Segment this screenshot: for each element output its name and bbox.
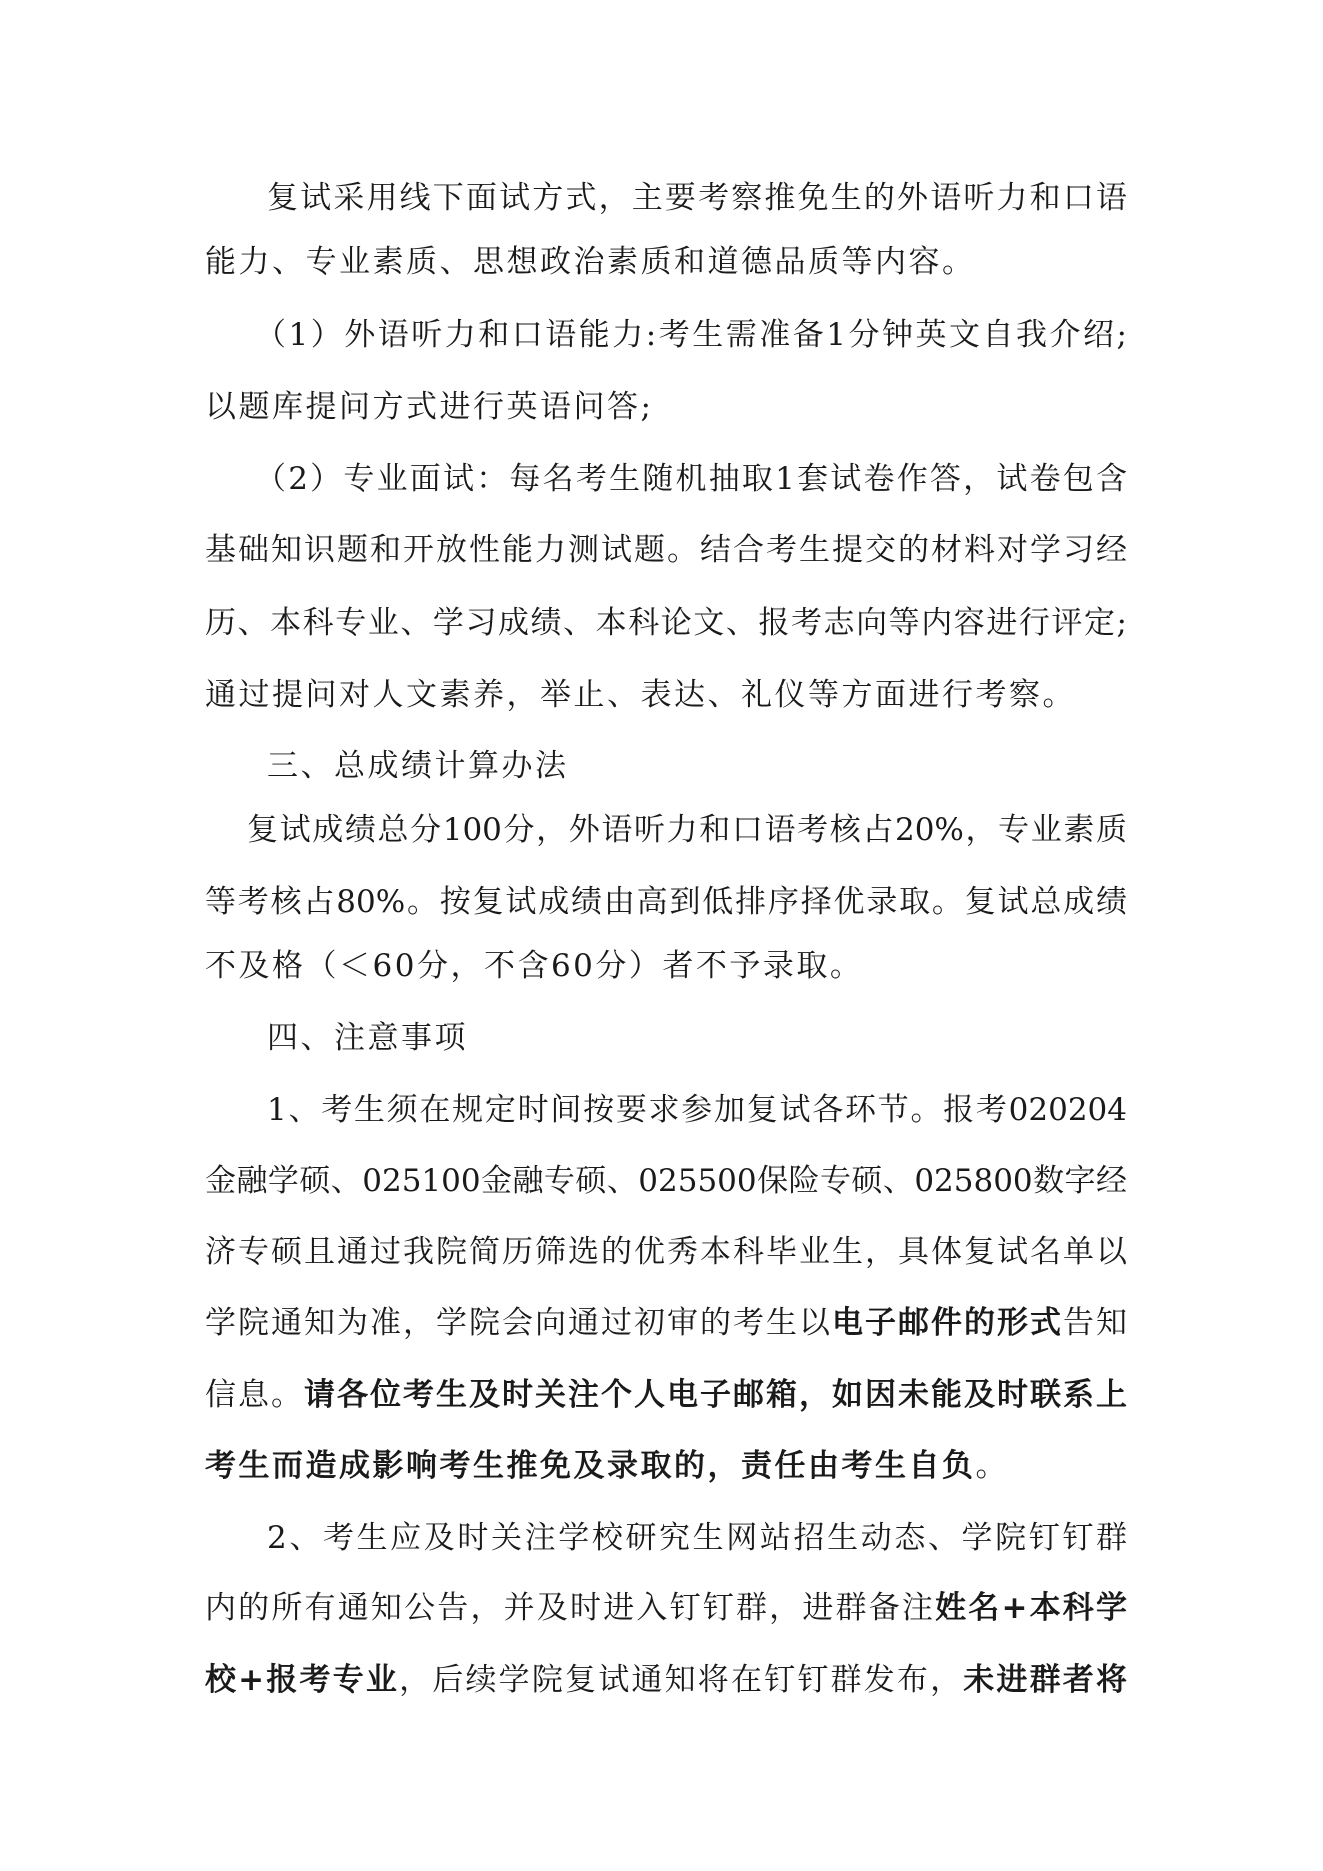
paragraph-line bbox=[205, 1161, 1127, 1201]
bold-text-run: 未进群者将 bbox=[963, 1662, 1127, 1698]
text-run: 内的所有通知公告，并及时进入钉钉群，进群备注 bbox=[205, 1590, 936, 1626]
paragraph-line bbox=[205, 1375, 1127, 1415]
text-run: 等考核占80%。按复试成绩由高到低排序择优录取。复试总成绩 bbox=[205, 884, 1127, 920]
paragraph-line bbox=[255, 315, 1127, 355]
paragraph-line bbox=[205, 387, 653, 427]
bold-text-run: 电子邮件的形式 bbox=[832, 1305, 1063, 1341]
paragraph-line bbox=[205, 1232, 1127, 1272]
paragraph-line bbox=[205, 882, 1127, 922]
text-run: 济专硕且通过我院简历筛选的优秀本科毕业生，具体复试名单以 bbox=[205, 1234, 1127, 1270]
paragraph-line bbox=[247, 810, 1127, 850]
text-run: 复试成绩总分100分，外语听力和口语考核占20%，专业素质 bbox=[247, 812, 1127, 848]
paragraph-line bbox=[267, 1090, 1127, 1130]
text-run: 复试采用线下面试方式，主要考察推免生的外语听力和口语 bbox=[267, 180, 1127, 216]
section-heading bbox=[267, 1018, 468, 1058]
paragraph-line bbox=[267, 178, 1127, 218]
paragraph-line bbox=[205, 675, 1076, 715]
text-run: 学院通知为准，学院会向通过初审的考生以 bbox=[205, 1305, 832, 1341]
bold-text-run: 姓名+本科学 bbox=[935, 1590, 1127, 1626]
text-run: 。 bbox=[975, 1448, 1009, 1484]
text-run: 能力、专业素质、思想政治素质和道德品质等内容。 bbox=[205, 244, 976, 280]
paragraph-line bbox=[255, 459, 1127, 499]
text-run: 基础知识题和开放性能力测试题。结合考生提交的材料对学习经 bbox=[205, 532, 1127, 568]
paragraph-line bbox=[205, 530, 1127, 570]
paragraph-line bbox=[205, 603, 1127, 643]
text-run: （2）专业面试：每名考生随机抽取1套试卷作答，试卷包含 bbox=[255, 461, 1127, 497]
paragraph-line bbox=[205, 242, 976, 282]
paragraph-line bbox=[205, 1303, 1127, 1343]
paragraph-line bbox=[205, 1446, 1009, 1486]
paragraph-line bbox=[205, 1588, 1127, 1628]
bold-text-run: 请各位考生及时关注个人电子邮箱，如因未能及时联系上 bbox=[304, 1377, 1127, 1413]
paragraph-line bbox=[267, 1518, 1127, 1558]
text-run: ，后续学院复试通知将在钉钉群发布， bbox=[399, 1662, 964, 1698]
text-run: 告知 bbox=[1063, 1305, 1127, 1341]
paragraph-line bbox=[205, 1660, 1127, 1700]
bold-text-run: 考生而造成影响考生推免及录取的，责任由考生自负 bbox=[205, 1448, 976, 1484]
text-run: 1、考生须在规定时间按要求参加复试各环节。报考020204 bbox=[267, 1092, 1127, 1128]
text-run: 三、总成绩计算办法 bbox=[267, 748, 569, 784]
paragraph-line bbox=[205, 946, 863, 986]
text-run: （1）外语听力和口语能力:考生需准备1分钟英文自我介绍; bbox=[255, 317, 1127, 353]
text-run: 不及格（＜60分，不含60分）者不予录取。 bbox=[205, 948, 864, 984]
text-run: 以题库提问方式进行英语问答; bbox=[205, 389, 654, 425]
text-run: 历、本科专业、学习成绩、本科论文、报考志向等内容进行评定; bbox=[205, 605, 1127, 641]
bold-text-run: 校+报考专业 bbox=[205, 1662, 400, 1698]
text-run: 四、注意事项 bbox=[267, 1020, 468, 1056]
section-heading bbox=[267, 746, 569, 786]
text-run: 2、考生应及时关注学校研究生网站招生动态、学院钉钉群 bbox=[267, 1520, 1127, 1556]
text-run: 信息。 bbox=[205, 1377, 304, 1413]
text-run: 通过提问对人文素养，举止、表达、礼仪等方面进行考察。 bbox=[205, 677, 1076, 713]
text-run: 金融学硕、025100金融专硕、025500保险专硕、025800数字经 bbox=[205, 1163, 1127, 1199]
